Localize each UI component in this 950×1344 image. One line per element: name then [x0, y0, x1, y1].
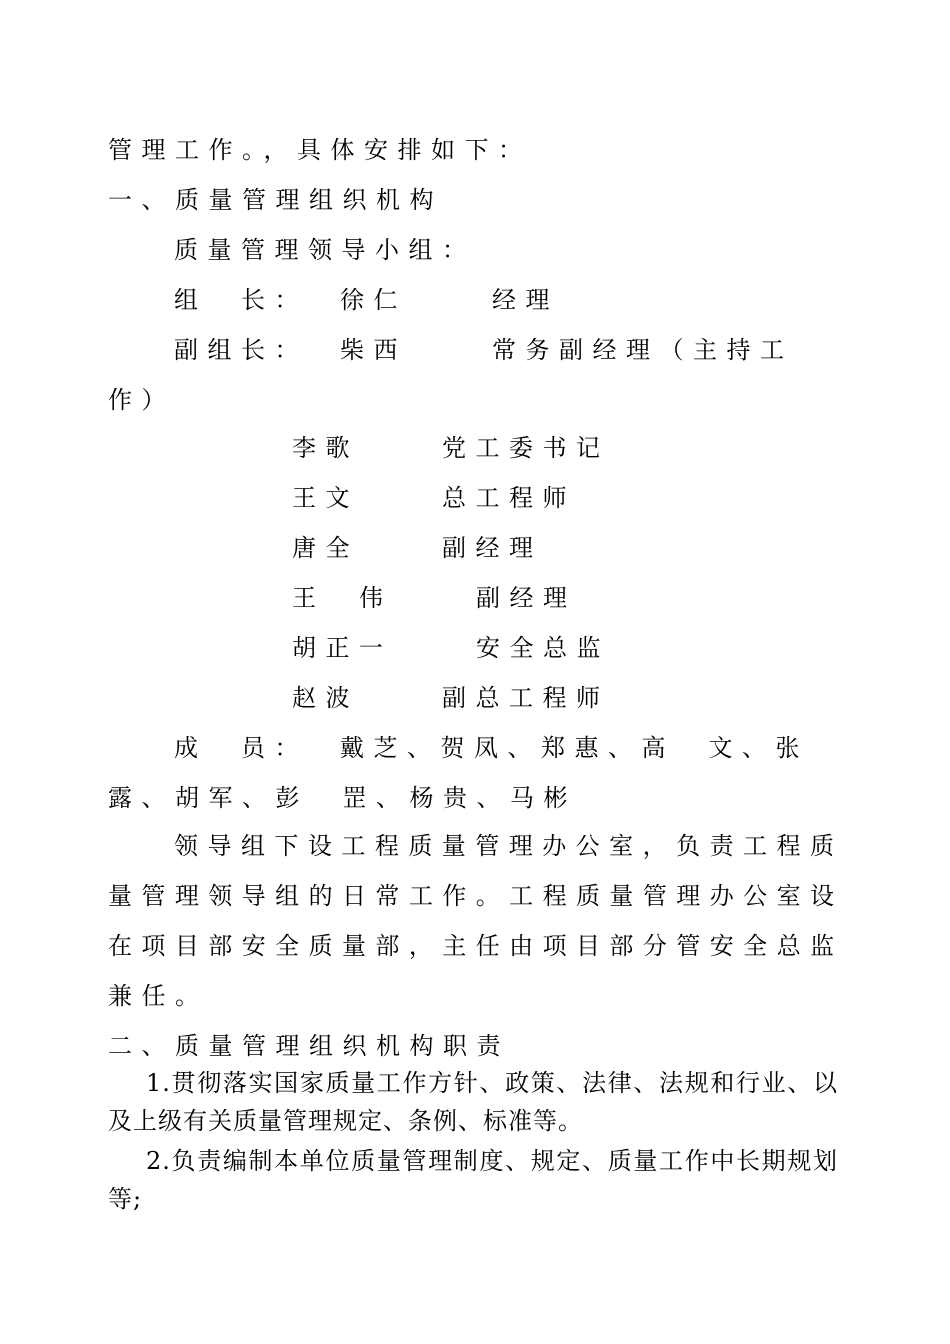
duty-item-2-line-1: 2.负责编制本单位质量管理制度、规定、质量工作中长期规划: [146, 1147, 838, 1175]
deputy-title: 副经理: [442, 534, 543, 562]
deputy-name: 王 伟: [292, 584, 393, 612]
deputy-label: 副组长：: [174, 336, 308, 364]
deputy-title-cont: 作）: [108, 386, 175, 414]
deputy-title: 安全总监: [476, 634, 610, 662]
members-line-2: 露、胡军、彭 罡、杨贵、马彬: [108, 784, 577, 812]
deputy-name: 李歌: [292, 434, 359, 462]
duty-item-1-line-2: 及上级有关质量管理规定、条例、标准等。: [108, 1107, 583, 1135]
deputy-title: 副经理: [476, 584, 577, 612]
leader-name: 徐仁: [340, 286, 407, 314]
deputy-name: 柴西: [340, 336, 407, 364]
section-2-heading: 二、质量管理组织机构职责: [108, 1032, 510, 1060]
office-paragraph-line: 领导组下设工程质量管理办公室，负责工程质: [174, 832, 838, 860]
deputy-title: 副总工程师: [442, 684, 610, 712]
deputy-name: 胡正一: [292, 634, 393, 662]
deputy-name: 赵波: [292, 684, 359, 712]
office-paragraph-line: 兼任。: [108, 982, 209, 1010]
leader-title: 经理: [492, 286, 559, 314]
deputy-name: 唐全: [292, 534, 359, 562]
members-line-1: 戴芝、贺凤、郑惠、高 文、张: [340, 734, 809, 762]
office-paragraph-line: 量管理领导组的日常工作。工程质量管理办公室设: [108, 882, 838, 910]
duty-item-2-line-2: 等;: [108, 1185, 143, 1213]
section-1-heading: 一、质量管理组织机构: [108, 186, 443, 214]
leadership-group-heading: 质量管理领导小组：: [174, 236, 476, 264]
office-paragraph-line: 在项目部安全质量部，主任由项目部分管安全总监: [108, 932, 838, 960]
deputy-name: 王文: [292, 484, 359, 512]
duty-item-1-line-1: 1.贯彻落实国家质量工作方针、政策、法律、法规和行业、以: [146, 1069, 838, 1097]
deputy-title: 党工委书记: [442, 434, 610, 462]
deputy-title: 总工程师: [442, 484, 576, 512]
leader-label: 组 长：: [174, 286, 308, 314]
intro-line: 管理工作。，具体安排如下：: [108, 136, 532, 164]
members-label: 成 员：: [174, 734, 308, 762]
deputy-title: 常务副经理（主持工: [492, 336, 794, 364]
